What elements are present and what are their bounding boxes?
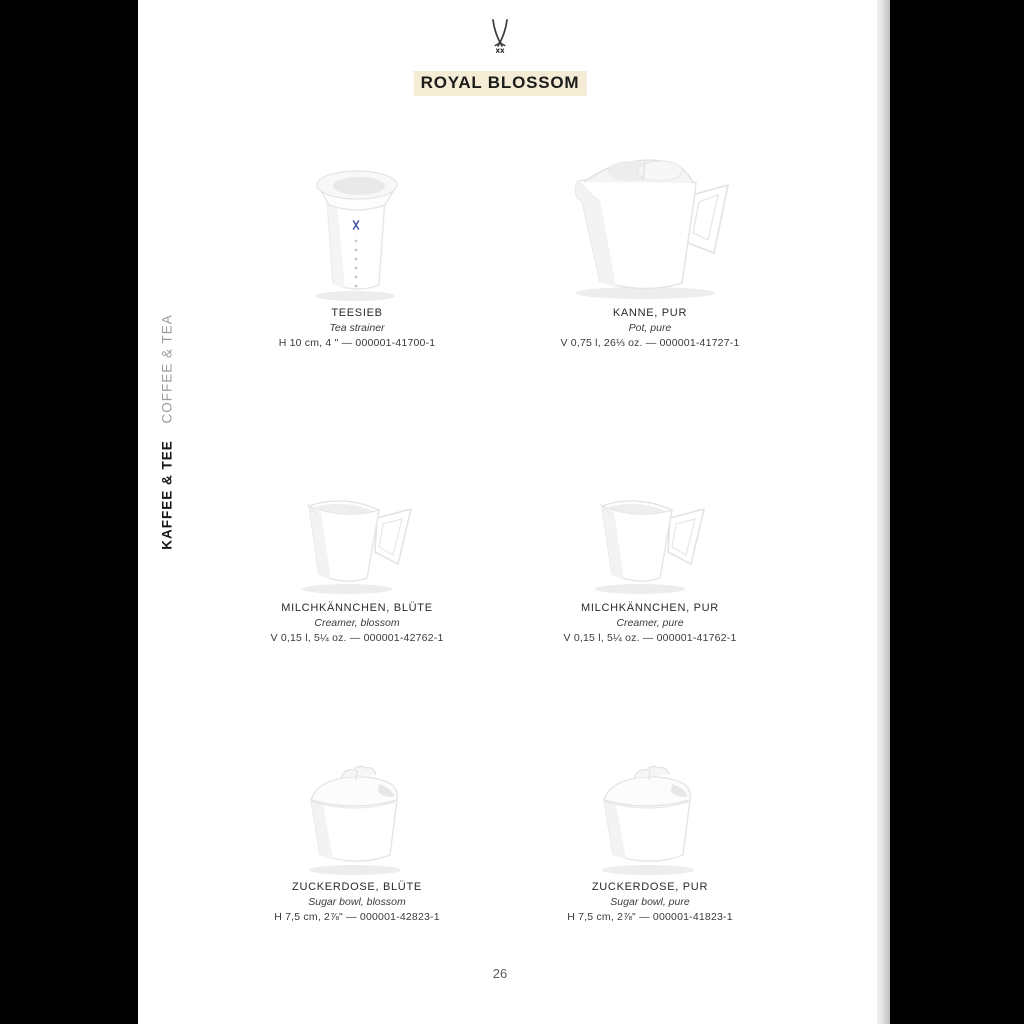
product-name-de: ZUCKERDOSE, PUR [591, 881, 709, 893]
product-name-de: KANNE, PUR [612, 307, 688, 319]
product-caption [560, 306, 739, 351]
page-number: 26 [492, 966, 508, 981]
product-name-en: Sugar bowl, pure [610, 896, 690, 908]
product-card-kanne-pur [485, 131, 815, 351]
product-name-de: TEESIEB [331, 307, 383, 319]
product-card-milchkaennchen-pur [485, 466, 815, 646]
product-caption [567, 880, 733, 925]
product-specs: H 7,5 cm, 2⅞" — 000001-42823-1 [274, 911, 440, 923]
product-caption [564, 601, 737, 646]
product-caption [271, 601, 444, 646]
product-specs: V 0,75 l, 26⅓ oz. — 000001-41727-1 [560, 337, 740, 349]
product-image-creamer [485, 466, 815, 598]
product-image-sugar-bowl [485, 752, 815, 877]
collection-title: ROYAL BLOSSOM [414, 71, 587, 96]
product-card-milchkaennchen-bluete [192, 466, 522, 646]
product-specs: H 10 cm, 4 " — 000001-41700-1 [278, 337, 436, 349]
product-caption [279, 306, 436, 351]
product-card-zuckerdose-pur [485, 752, 815, 925]
meissen-crossed-swords-icon [487, 18, 513, 63]
product-name-en: Sugar bowl, blossom [308, 896, 406, 908]
product-image-creamer [192, 466, 522, 598]
catalog-page [138, 0, 877, 1024]
category-german: KAFFEE & TEE [159, 440, 175, 550]
product-image-tea-strainer [192, 131, 522, 303]
product-name-en: Pot, pure [628, 322, 672, 334]
product-caption [274, 880, 440, 925]
product-card-teesieb [192, 131, 522, 351]
product-specs: V 0,15 l, 5¼ oz. — 000001-42762-1 [270, 632, 444, 644]
product-name-en: Creamer, blossom [314, 617, 400, 629]
product-name-de: MILCHKÄNNCHEN, PUR [581, 602, 719, 614]
product-name-de: MILCHKÄNNCHEN, BLÜTE [281, 602, 433, 614]
product-specs: V 0,15 l, 5¼ oz. — 000001-41762-1 [563, 632, 737, 644]
product-name-en: Tea strainer [329, 322, 385, 334]
product-specs: H 7,5 cm, 2⅞" — 000001-41823-1 [567, 911, 733, 923]
product-card-zuckerdose-bluete [192, 752, 522, 925]
page-edge-shadow [877, 0, 890, 1024]
product-name-en: Creamer, pure [616, 617, 684, 629]
product-image-sugar-bowl [192, 752, 522, 877]
product-image-pot [485, 131, 815, 303]
category-english: COFFEE & TEA [159, 314, 175, 424]
sidebar-category-label [160, 314, 175, 550]
product-name-de: ZUCKERDOSE, BLÜTE [292, 881, 422, 893]
